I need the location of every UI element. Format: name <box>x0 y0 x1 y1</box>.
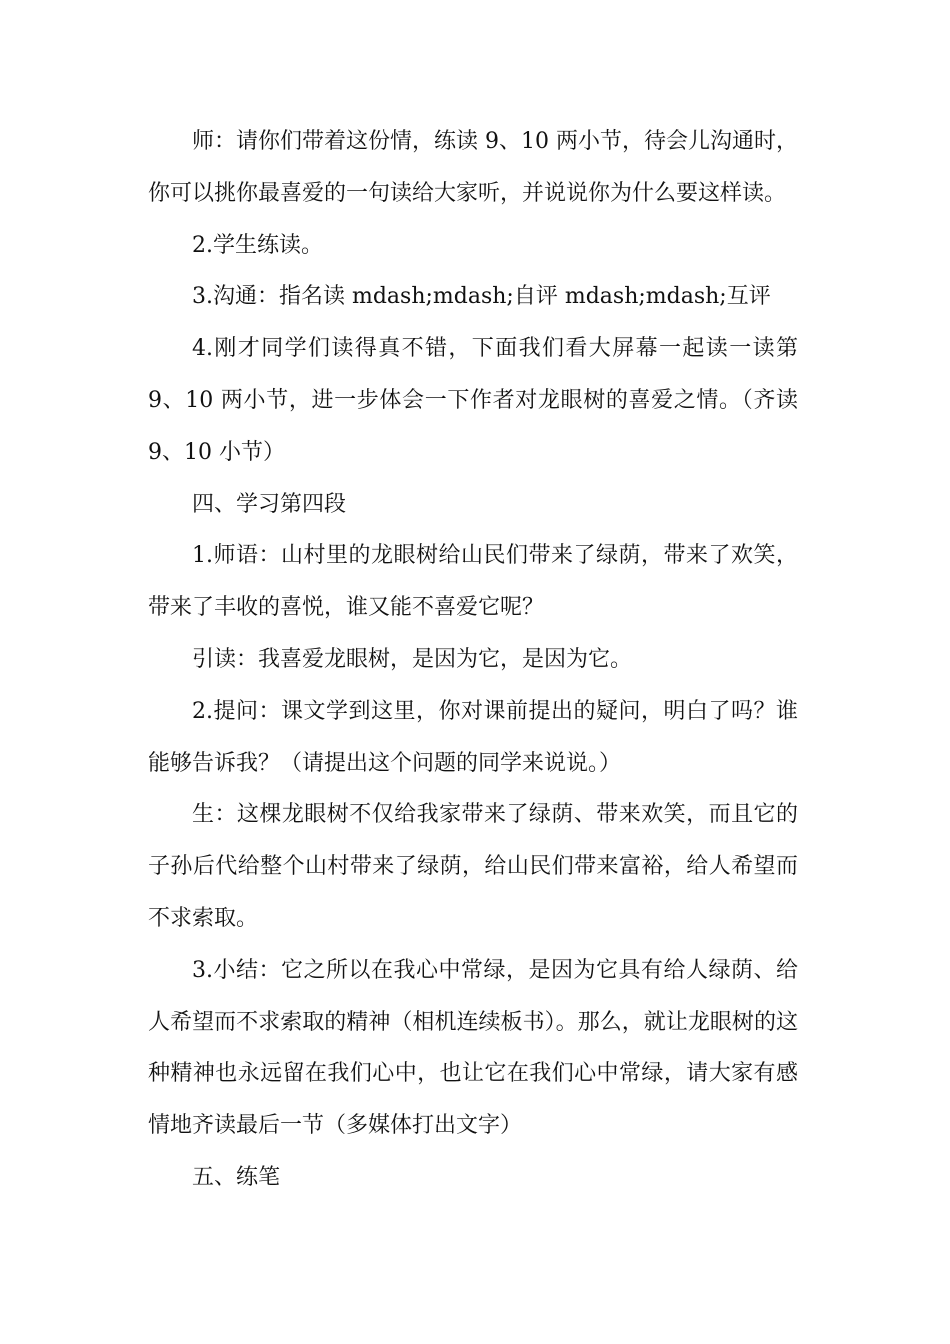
paragraph-teacher-instruction: 师：请你们带着这份情，练读 9、10 两小节，待会儿沟通时，你可以挑你最喜爱的一句读给大家听，并说说你为什么要这样读。 <box>148 129 798 206</box>
section-heading-4: 四、学习第四段 <box>192 491 347 517</box>
paragraph-communication: 3.沟通：指名读 mdash;mdash;自评 mdash;mdash;互评 <box>192 284 771 310</box>
paragraph-teacher-words: 1.师语：山村里的龙眼树给山民们带来了绿荫，带来了欢笑，带来了丰收的喜悦，谁又能不喜爱它呢？ <box>148 543 798 621</box>
paragraph-summary: 3.小结：它之所以在我心中常绿，是因为它具有给人绿荫、给人希望而不求索取的精神（相机连续板书）。那么，就让龙眼树的这种精神也永远留在我们心中，也让它在我们心中常绿，请大家有感情地齐读最后一节（多媒体打出文字） <box>148 957 798 1139</box>
paragraph-student-practice: 2.学生练读。 <box>192 232 323 258</box>
section-heading-5: 五、练笔 <box>192 1164 281 1190</box>
paragraph-read-together: 4.刚才同学们读得真不错，下面我们看大屏幕一起读一读第 9、10 两小节，进一步体会一下作者对龙眼树的喜爱之情。（齐读 9、10 小节） <box>148 336 798 465</box>
document-body <box>148 116 798 1204</box>
paragraph-student-answer: 生：这棵龙眼树不仅给我家带来了绿荫、带来欢笑，而且它的子孙后代给整个山村带来了绿荫，给山民们带来富裕，给人希望而不求索取。 <box>148 802 798 931</box>
paragraph-guided-reading: 引读：我喜爱龙眼树，是因为它，是因为它。 <box>192 646 633 672</box>
paragraph-question: 2.提问：课文学到这里，你对课前提出的疑问，明白了吗？谁能够告诉我？（请提出这个问题的同学来说说。） <box>148 698 798 776</box>
